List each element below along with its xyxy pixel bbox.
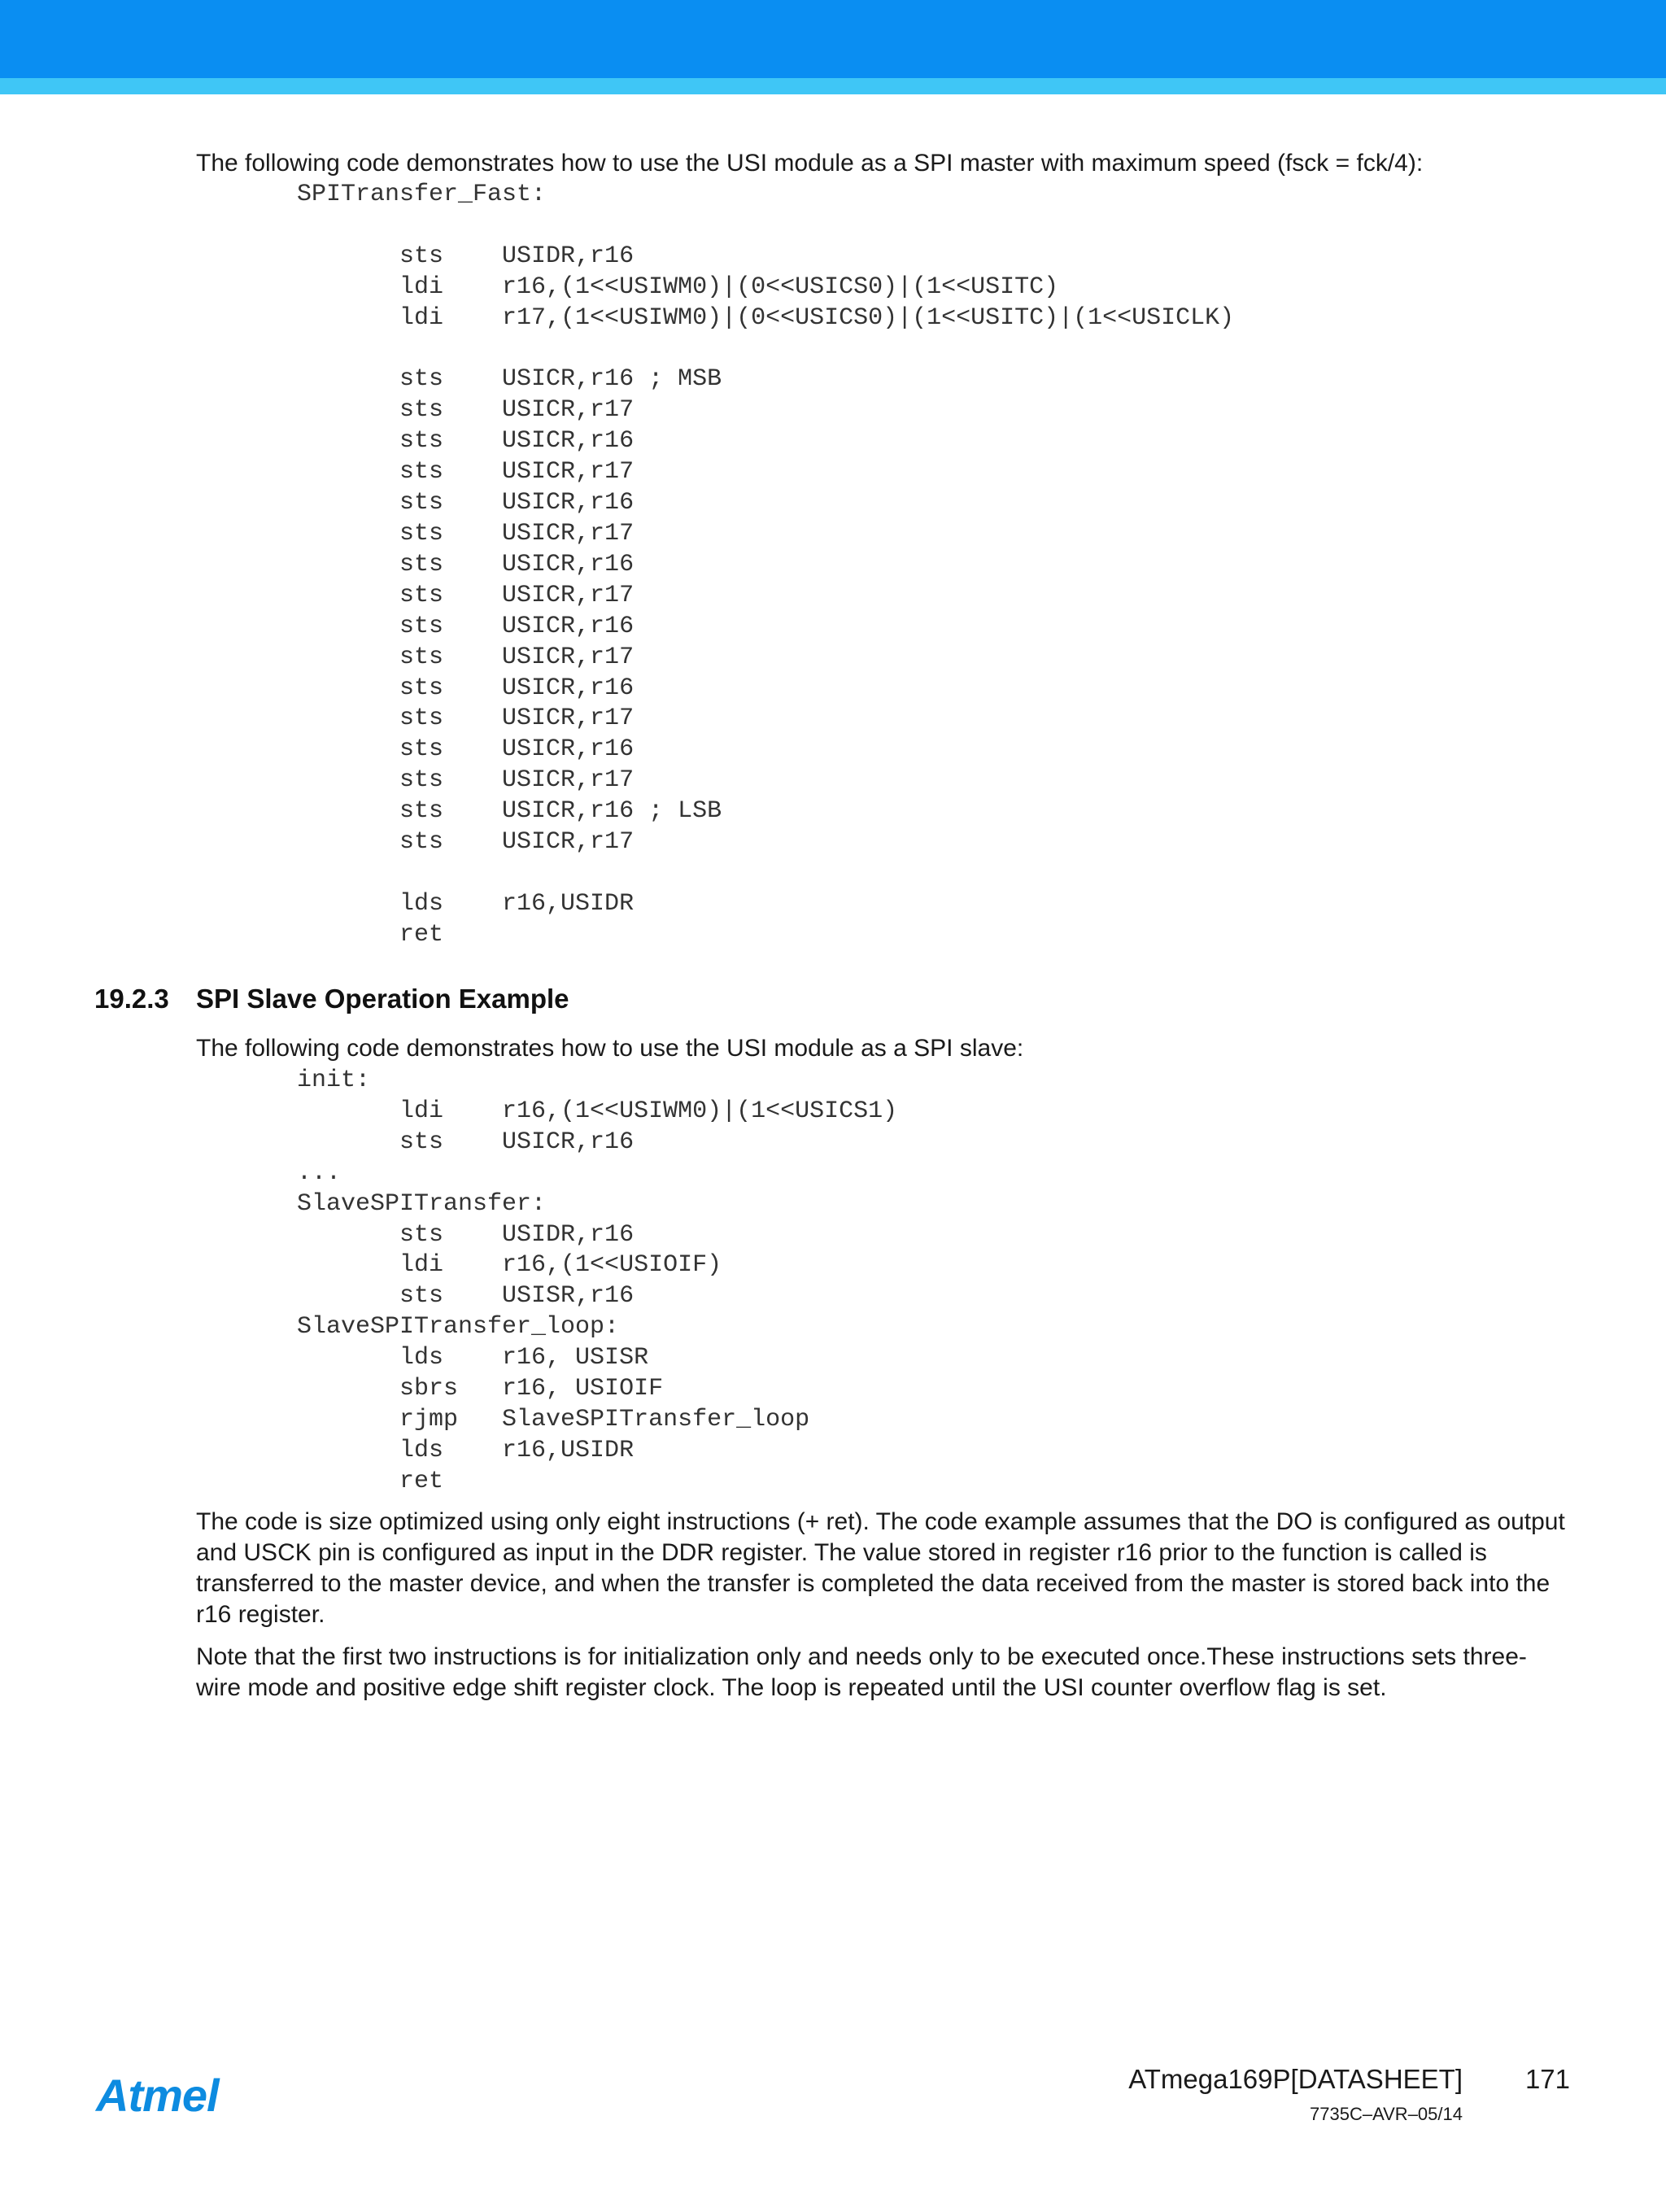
footer-page-number: 171 xyxy=(1524,2064,1570,2094)
footer-document-title: ATmega169P[DATASHEET] xyxy=(1128,2064,1463,2094)
slave-code-block: init: ldi r16,(1<<USIWM0)|(1<<USICS1) sts USICR,r16 ... SlaveSPITransfer: sts USIDR,r16 ldi r16,(1<<USIOIF) sts USISR,r16 SlaveSPITransfer_loop: lds r16, USISR sbrs r16, USIOIF rjmp SlaveSPITransfer_loop lds r16,USIDR ret xyxy=(297,1067,898,1495)
header-bar xyxy=(0,0,1666,78)
section-number: 19.2.3 xyxy=(94,984,169,1014)
description-paragraph-2: Note that the first two instructions is for initialization only and needs only to be executed once.These instructions sets three-wire mode and positive edge shift register clock. The loop is repeated until the USI counter overflow flag is set. xyxy=(196,1643,1527,1701)
slave-intro-text: The following code demonstrates how to use the USI module as a SPI slave: xyxy=(196,1035,1024,1062)
header-stripe xyxy=(0,78,1666,94)
atmel-logo: Atmel xyxy=(96,2070,219,2121)
description-paragraph-1: The code is size optimized using only eight instructions (+ ret). The code example assumes that the DO is configured as output and USCK pin is configured as input in the DDR register. The value stored in register r16 prior to the function is called is transferred to the master device, and when the transfer is completed the data received from the master is stored back into the r16 register. xyxy=(196,1508,1565,1628)
section-heading: SPI Slave Operation Example xyxy=(196,984,569,1014)
footer-document-number: 7735C–AVR–05/14 xyxy=(1310,2104,1463,2124)
master-code-block: SPITransfer_Fast: sts USIDR,r16 ldi r16,(1<<USIWM0)|(0<<USICS0)|(1<<USITC) ldi r17,(1<<USIWM0)|(0<<USICS0)|(1<<USITC)|(1<<USICLK) sts USICR,r16 ; MSB sts USICR,r17 sts USICR,r16 sts USICR,r17 sts USICR,r16 sts USICR,r17 sts USICR,r16 sts USICR,r17 sts USICR,r16 sts USICR,r17 sts USICR,r16 sts USICR,r17 sts USICR,r16 sts USICR,r17 sts USICR,r16 ; LSB sts USICR,r17 lds r16,USIDR ret xyxy=(297,181,1235,949)
master-intro-text: The following code demonstrates how to use the USI module as a SPI master with maximum speed (fsck = fck/4): xyxy=(196,150,1424,177)
